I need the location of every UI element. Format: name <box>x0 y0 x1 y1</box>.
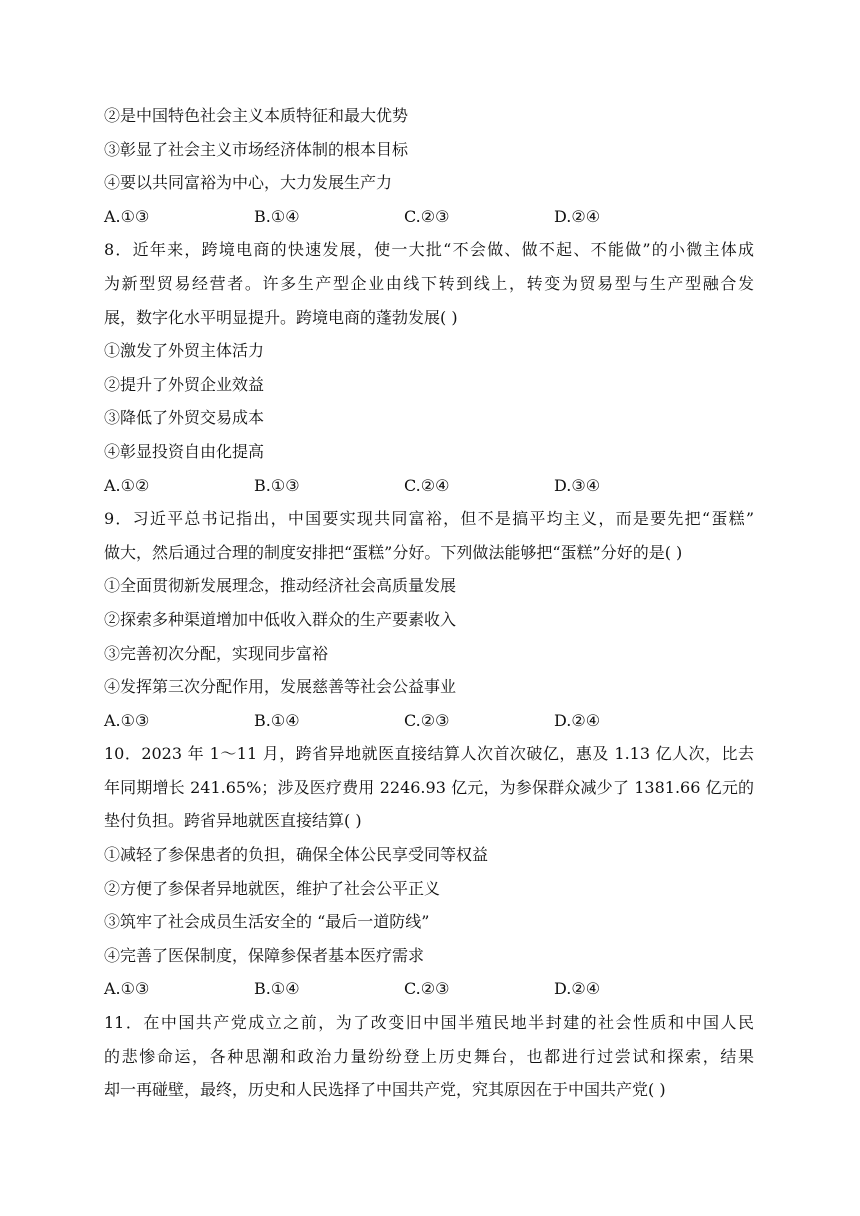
q10-stem-line-1: 10．2023 年 1～11 月，跨省异地就医直接结算人次首次破亿，惠及 1.13 亿人次，比去 <box>104 744 754 764</box>
q9-option-d: D.②④ <box>554 710 601 730</box>
q10-options <box>104 972 754 1006</box>
q7-item-2: ②是中国特色社会主义本质特征和最大优势 <box>104 106 409 125</box>
q8-options <box>104 469 754 503</box>
q7-item-3: ③彰显了社会主义市场经济体制的根本目标 <box>104 139 409 159</box>
q8-item-3: ③降低了外贸交易成本 <box>104 408 265 428</box>
q10-item-2: ②方便了参保者异地就医，维护了社会公平正义 <box>104 878 441 898</box>
q8-stem-line-3: 展，数字化水平明显提升。跨境电商的蓬勃发展( ) <box>104 307 458 327</box>
q7-option-a: A.①③ <box>104 206 150 226</box>
q8-stem-line-2: 为新型贸易经营者。许多生产型企业由线下转到线上，转变为贸易型与生产型融合发 <box>104 273 754 293</box>
q9-stem-line-1: 9．习近平总书记指出，中国要实现共同富裕，但不是搞平均主义，而是要先把“蛋糕” <box>104 509 754 529</box>
q8-option-d: D.③④ <box>554 475 601 495</box>
q8-item-2: ②提升了外贸企业效益 <box>104 374 265 394</box>
q8-option-b: B.①③ <box>254 475 300 495</box>
q10-item-1: ①减轻了参保患者的负担，确保全体公民享受同等权益 <box>104 845 489 865</box>
q8-stem-line-1: 8．近年来，跨境电商的快速发展，使一大批“不会做、做不起、不能做”的小微主体成 <box>104 240 754 260</box>
q10-option-d: D.②④ <box>554 979 601 999</box>
q7-item-4: ④要以共同富裕为中心，大力发展生产力 <box>104 173 393 193</box>
page-content <box>104 99 754 1107</box>
q9-item-3: ③完善初次分配，实现同步富裕 <box>104 643 329 663</box>
q10-option-a: A.①③ <box>104 979 150 999</box>
q11-stem-line-3: 却一再碰壁，最终，历史和人民选择了中国共产党，究其原因在于中国共产党( ) <box>104 1080 666 1100</box>
q9-option-b: B.①④ <box>254 710 300 730</box>
q9-options <box>104 704 754 738</box>
q7-option-c: C.②③ <box>404 206 450 226</box>
q11-stem-line-2: 的悲惨命运，各种思潮和政治力量纷纷登上历史舞台，也都进行过尝试和探索，结果 <box>104 1046 754 1066</box>
q8-option-a: A.①② <box>104 475 150 495</box>
q8-option-c: C.②④ <box>404 475 450 495</box>
q8-item-4: ④彰显投资自由化提高 <box>104 441 265 461</box>
q9-stem-line-2: 做大，然后通过合理的制度安排把“蛋糕”分好。下列做法能够把“蛋糕”分好的是( ) <box>104 542 683 562</box>
q10-item-3: ③筑牢了社会成员生活安全的 “最后一道防线” <box>104 912 430 932</box>
q9-option-a: A.①③ <box>104 710 150 730</box>
q10-option-b: B.①④ <box>254 979 300 999</box>
q9-item-4: ④发挥第三次分配作用，发展慈善等社会公益事业 <box>104 677 457 697</box>
q10-stem-line-3: 垫付负担。跨省异地就医直接结算( ) <box>104 811 362 831</box>
q7-options <box>104 200 754 234</box>
q9-item-2: ②探索多种渠道增加中低收入群众的生产要素收入 <box>104 609 457 629</box>
q10-option-c: C.②③ <box>404 979 450 999</box>
q10-item-4: ④完善了医保制度，保障参保者基本医疗需求 <box>104 945 425 965</box>
q7-option-b: B.①④ <box>254 206 300 226</box>
q8-item-1: ①激发了外贸主体活力 <box>104 341 265 361</box>
q11-stem-line-1: 11．在中国共产党成立之前，为了改变旧中国半殖民地半封建的社会性质和中国人民 <box>104 1013 754 1033</box>
q9-item-1: ①全面贯彻新发展理念，推动经济社会高质量发展 <box>104 576 457 596</box>
q9-option-c: C.②③ <box>404 710 450 730</box>
q7-option-d: D.②④ <box>554 206 601 226</box>
q10-stem-line-2: 年同期增长 241.65%；涉及医疗费用 2246.93 亿元，为参保群众减少了 1381.66 亿元的 <box>104 777 754 797</box>
